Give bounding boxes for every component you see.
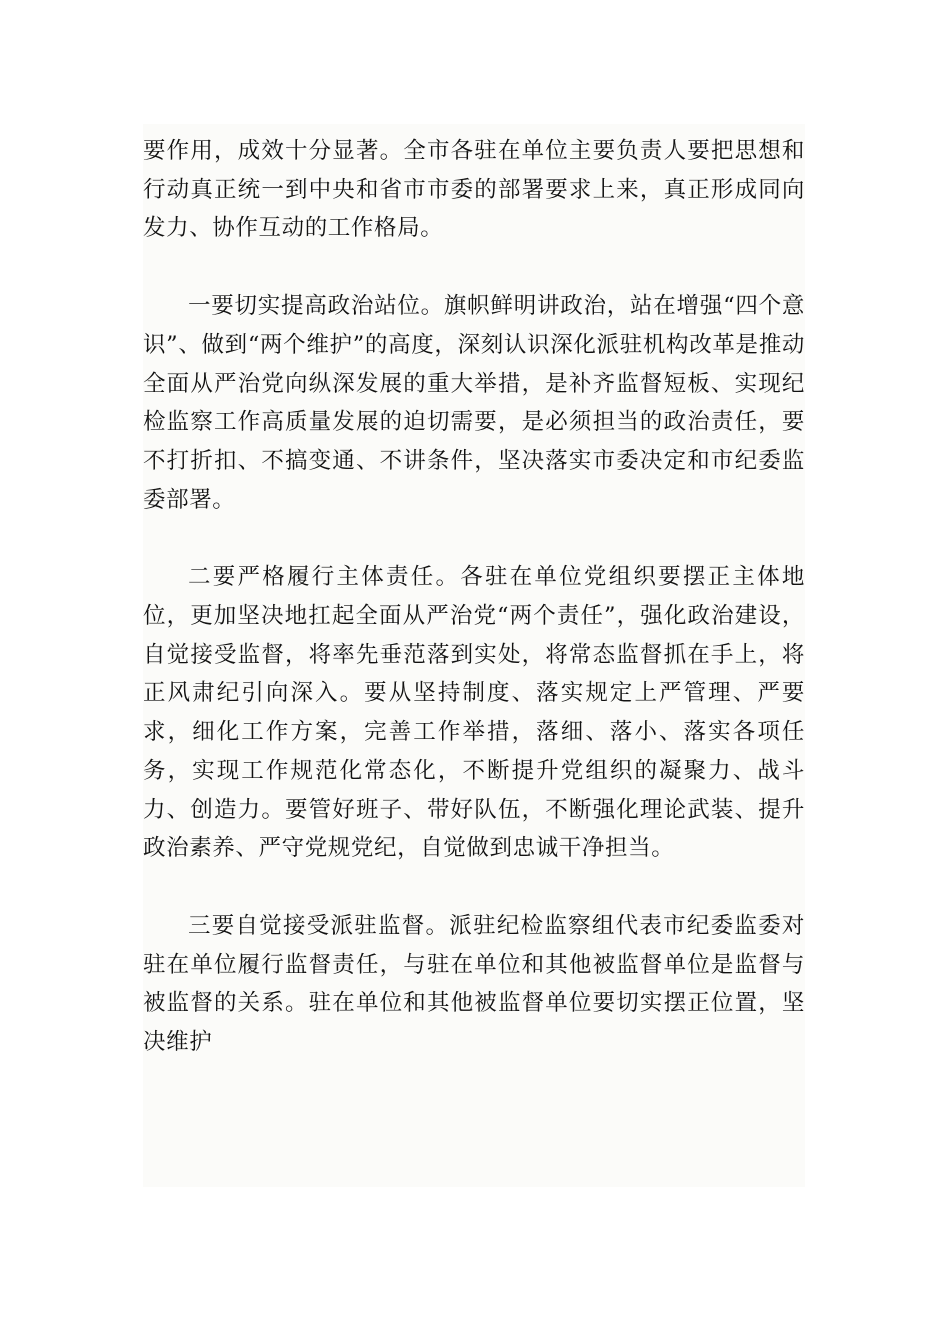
paragraph-gap (143, 519, 805, 558)
paragraph-accept-supervision: 三要自觉接受派驻监督。派驻纪检监察组代表市纪委监委对驻在单位履行监督责任，与驻在单位和其他被监督单位是监督与被监督的关系。驻在单位和其他被监督单位要切实摆正位置，坚决维护 (143, 912, 805, 1056)
paragraph-political-stance: 一要切实提高政治站位。旗帜鲜明讲政治，站在增强“四个意识”、做到“两个维护”的高度，深刻认识深化派驻机构改革是推动全面从严治党向纵深发展的重大举措，是补齐监督短板、实现纪检监察工作高质量发展的迫切需要，是必须担当的政治责任，要不打折扣、不搞变通、不讲条件，坚决落实市委决定和市纪委监委部署。 (143, 293, 805, 513)
paragraph-gap (143, 868, 805, 907)
paragraph-continued: 要作用，成效十分显著。全市各驻在单位主要负责人要把思想和行动真正统一到中央和省市市委的部署要求上来，真正形成同向发力、协作互动的工作格局。 (143, 138, 805, 242)
document-body (143, 124, 805, 1187)
paragraph-gap (143, 248, 805, 287)
paragraph-main-responsibility: 二要严格履行主体责任。各驻在单位党组织要摆正主体地位，更加坚决地扛起全面从严治党“两个责任”，强化政治建设，自觉接受监督，将率先垂范落到实处，将常态监督抓在手上，将正风肃纪引向深入。要从坚持制度、落实规定上严管理、严要求，细化工作方案，完善工作举措，落细、落小、落实各项任务，实现工作规范化常态化，不断提升党组织的凝聚力、战斗力、创造力。要管好班子、带好队伍，不断强化理论武装、提升政治素养、严守党规党纪，自觉做到忠诚干净担当。 (143, 564, 805, 862)
